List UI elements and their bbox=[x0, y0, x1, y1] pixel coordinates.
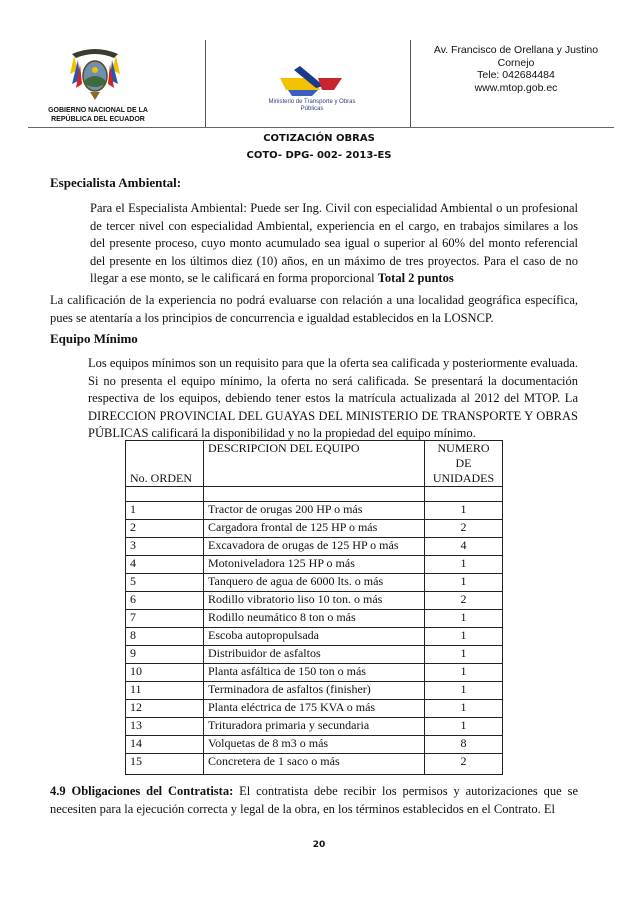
table-row bbox=[126, 502, 503, 520]
unit-count-cell: 1 bbox=[425, 628, 503, 646]
unit-count-cell: 1 bbox=[425, 700, 503, 718]
experience-note: La calificación de la experiencia no podrá evaluarse con relación a una localidad geográfica específica, pues se atentaría a los principios de concurrencia e igualdad establecidos en la LOSNCP. bbox=[50, 293, 578, 325]
equipment-description-cell: Concretera de 1 saco o más bbox=[204, 754, 425, 775]
ministry-name: Ministerio de Transporte y Obras Públicas bbox=[268, 99, 356, 112]
header-cell: No. ORDEN bbox=[126, 441, 204, 487]
order-number-cell: 2 bbox=[126, 520, 204, 538]
unit-count-cell: 1 bbox=[425, 502, 503, 520]
unit-count-cell: 8 bbox=[425, 736, 503, 754]
header-cell-line: DE UNIDADES bbox=[432, 456, 495, 485]
table-row bbox=[126, 718, 503, 736]
order-number-cell: 8 bbox=[126, 628, 204, 646]
table-row bbox=[126, 556, 503, 574]
equipment-description-cell: Planta asfáltica de 150 ton o más bbox=[204, 664, 425, 682]
government-name: GOBIERNO NACIONAL DE LA REPÚBLICA DEL ECUADOR bbox=[48, 107, 148, 123]
unit-count-cell: 4 bbox=[425, 538, 503, 556]
order-number-cell: 5 bbox=[126, 574, 204, 592]
table-row bbox=[126, 538, 503, 556]
equipment-description-cell: Trituradora primaria y secundaria bbox=[204, 718, 425, 736]
table-row bbox=[126, 736, 503, 754]
page-number: 20 bbox=[312, 840, 326, 850]
order-number-cell: 4 bbox=[126, 556, 204, 574]
table-row bbox=[126, 646, 503, 664]
unit-count-cell: 1 bbox=[425, 556, 503, 574]
equipment-description-cell: Cargadora frontal de 125 HP o más bbox=[204, 520, 425, 538]
table-row bbox=[126, 700, 503, 718]
header-cell bbox=[425, 441, 503, 487]
table-row bbox=[126, 664, 503, 682]
table-row bbox=[126, 520, 503, 538]
contact-address bbox=[414, 44, 618, 94]
unit-count-cell: 2 bbox=[425, 520, 503, 538]
order-number-cell: 3 bbox=[126, 538, 204, 556]
table-row bbox=[126, 592, 503, 610]
obligations-text: El contratista debe recibir los permisos y autorizaciones que se necesiten para la ejecución correcta y legal de la obra, en los términos establecidos en el Contrato. El bbox=[50, 784, 578, 816]
table-spacer-row bbox=[126, 487, 503, 502]
order-number-cell: 13 bbox=[126, 718, 204, 736]
header-cell-line: NUMERO bbox=[437, 441, 490, 455]
unit-count-cell: 1 bbox=[425, 682, 503, 700]
specialist-total: Total 2 puntos bbox=[377, 271, 454, 285]
unit-count-cell: 2 bbox=[425, 754, 503, 775]
unit-count-cell: 2 bbox=[425, 592, 503, 610]
obligations-heading: 4.9 Obligaciones del Contratista: bbox=[50, 784, 234, 798]
address-line: Cornejo bbox=[497, 56, 535, 69]
order-number-cell: 1 bbox=[126, 502, 204, 520]
unit-count-cell: 1 bbox=[425, 718, 503, 736]
order-number-cell: 12 bbox=[126, 700, 204, 718]
equipment-description-cell: Escoba autopropulsada bbox=[204, 628, 425, 646]
header-rule bbox=[28, 127, 614, 128]
header-divider bbox=[410, 40, 411, 128]
equipment-description-cell: Rodillo neumático 8 ton o más bbox=[204, 610, 425, 628]
table-row bbox=[126, 754, 503, 775]
unit-count-cell: 1 bbox=[425, 646, 503, 664]
order-number-cell: 9 bbox=[126, 646, 204, 664]
equipment-heading: Equipo Mínimo bbox=[50, 331, 138, 346]
specialist-paragraph bbox=[90, 200, 578, 288]
equipment-paragraph: Los equipos mínimos son un requisito para que la oferta sea calificada y posteriormente evaluada. Si no presenta el equipo mínimo, la oferta no será calificada. Se presentará la documentación respectiva de los equipos, debiendo tener estos la matrícula actualizada al 2012 del MTOP. La DIRECCION PROVINCIAL DEL GUAYAS DEL MINISTERIO DE TRANSPORTE Y OBRAS PÚBLICAS calificará la disponibilidad y no la propiedad del equipo mínimo. bbox=[88, 356, 578, 440]
table-row bbox=[126, 628, 503, 646]
specialist-text: Para el Especialista Ambiental: Puede ser Ing. Civil con especialidad Ambiental o un profesional de tercer nivel con especialidad Ambiental, experiencia en el cargo, en trabajos similares a los del presente proceso, cuyo monto acumulado sea igual o superior al 60% del monto referencial del presente en los últimos diez (10) años, en un máximo de tres proyectos. Para el caso de no llegar a ese monto, se le calificará en forma proporcional bbox=[90, 201, 578, 285]
ecuador-coat-of-arms-icon bbox=[68, 44, 122, 104]
header-divider bbox=[205, 40, 206, 128]
page-header bbox=[0, 0, 638, 128]
unit-count-cell: 1 bbox=[425, 574, 503, 592]
phone-line: Tele: 042684484 bbox=[477, 69, 555, 81]
specialist-heading: Especialista Ambiental: bbox=[50, 175, 182, 190]
equipment-table bbox=[125, 440, 503, 775]
document-title: COTIZACIÓN OBRAS bbox=[263, 133, 375, 144]
obligations-paragraph bbox=[50, 783, 578, 818]
table-row bbox=[126, 610, 503, 628]
order-number-cell: 11 bbox=[126, 682, 204, 700]
address-line: Av. Francisco de Orellana y Justino bbox=[433, 44, 599, 56]
equipment-description-cell: Planta eléctrica de 175 KVA o más bbox=[204, 700, 425, 718]
table-row bbox=[126, 574, 503, 592]
equipment-description-cell: Excavadora de orugas de 125 HP o más bbox=[204, 538, 425, 556]
order-number-cell: 15 bbox=[126, 754, 204, 775]
order-number-cell: 14 bbox=[126, 736, 204, 754]
table-header-row bbox=[126, 441, 503, 487]
order-number-cell: 7 bbox=[126, 610, 204, 628]
order-number-cell: 10 bbox=[126, 664, 204, 682]
header-cell: DESCRIPCION DEL EQUIPO bbox=[204, 441, 425, 487]
equipment-description-cell: Terminadora de asfaltos (finisher) bbox=[204, 682, 425, 700]
website-line: www.mtop.gob.ec bbox=[474, 81, 558, 94]
unit-count-cell: 1 bbox=[425, 664, 503, 682]
equipment-description-cell: Motoniveladora 125 HP o más bbox=[204, 556, 425, 574]
document-code: COTO- DPG- 002- 2013-ES bbox=[246, 150, 392, 161]
equipment-description-cell: Distribuidor de asfaltos bbox=[204, 646, 425, 664]
equipment-description-cell: Volquetas de 8 m3 o más bbox=[204, 736, 425, 754]
equipment-description-cell: Tractor de orugas 200 HP o más bbox=[204, 502, 425, 520]
table-row bbox=[126, 682, 503, 700]
equipment-description-cell: Rodillo vibratorio liso 10 ton. o más bbox=[204, 592, 425, 610]
order-number-cell: 6 bbox=[126, 592, 204, 610]
unit-count-cell: 1 bbox=[425, 610, 503, 628]
equipment-description-cell: Tanquero de agua de 6000 lts. o más bbox=[204, 574, 425, 592]
